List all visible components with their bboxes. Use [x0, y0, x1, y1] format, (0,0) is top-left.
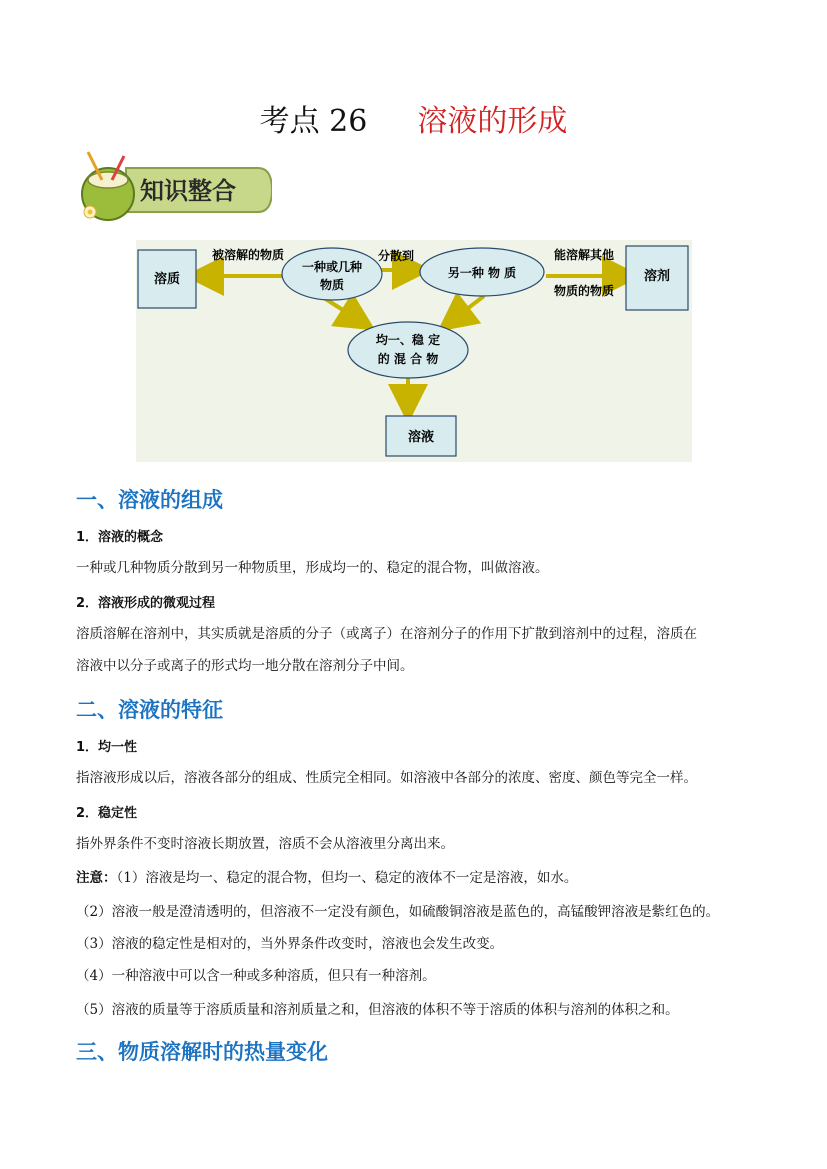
section1-sub1-text: 一种或几种物质分散到另一种物质里，形成均一的、稳定的混合物，叫做溶液。: [76, 560, 549, 576]
node-mixture: [348, 322, 468, 378]
edge-label-can-dissolve-2: 物质的物质: [553, 284, 615, 298]
edge-label-disperse: 分散到: [377, 249, 415, 263]
node-mixture-label-1: 均一、稳 定: [375, 333, 441, 347]
node-another-substance-label: 另一种 物 质: [447, 266, 517, 280]
note-item-3: （3）溶液的稳定性是相对的，当外界条件改变时，溶液也会发生改变。: [76, 936, 504, 952]
section2-sub1-heading: 1．均一性: [76, 740, 138, 755]
section2-sub2-text: 指外界条件不变时溶液长期放置，溶质不会从溶液里分离出来。: [76, 836, 454, 852]
node-mixture-label-2: 的 混 合 物: [377, 352, 439, 366]
section2-heading: 二、溶液的特征: [76, 698, 223, 722]
badge-label: 知识整合: [140, 176, 236, 205]
coconut-icon: [82, 152, 134, 220]
section1-sub2-heading: 2．溶液形成的微观过程: [76, 596, 216, 611]
note-item-4: （4）一种溶液中可以含一种或多种溶质，但只有一种溶剂。: [76, 968, 436, 984]
section2-sub2-heading: 2．稳定性: [76, 806, 138, 821]
title-prefix: 考点 26: [259, 104, 368, 139]
solution-formation-diagram: [136, 240, 692, 462]
node-solute-label: 溶质: [153, 272, 181, 287]
section1-sub1-heading: 1．溶液的概念: [76, 530, 164, 545]
note-item-1: （1）溶液是均一、稳定的混合物，但均一、稳定的液体不一定是溶液，如水。: [116, 870, 578, 886]
section3-heading: 三、物质溶解时的热量变化: [76, 1040, 328, 1064]
section1-heading: 一、溶液的组成: [76, 488, 223, 512]
note-line-1: [76, 868, 756, 888]
knowledge-badge: [68, 150, 272, 224]
node-substances-label-2: 物质: [319, 278, 345, 292]
node-substances: [282, 248, 382, 300]
page-title: [0, 102, 827, 142]
edge-label-can-dissolve-1: 能溶解其他: [553, 248, 615, 262]
title-main: 溶液的形成: [417, 104, 568, 139]
node-solution-label: 溶液: [407, 430, 435, 445]
node-solvent-label: 溶剂: [643, 269, 671, 284]
edge-label-dissolved: 被溶解的物质: [211, 248, 285, 262]
section1-sub2-text-line2: 溶液中以分子或离子的形式均一地分散在溶剂分子中间。: [76, 658, 414, 674]
node-substances-label-1: 一种或几种: [301, 260, 363, 274]
section1-sub2-text-line1: 溶质溶解在溶剂中，其实质就是溶质的分子（或离子）在溶剂分子的作用下扩散到溶剂中的过程，溶质在: [76, 626, 697, 642]
note-item-2: （2）溶液一般是澄清透明的，但溶液不一定没有颜色，如硫酸铜溶液是蓝色的，高锰酸钾溶液是紫红色的。: [76, 904, 720, 920]
section2-sub1-text: 指溶液形成以后，溶液各部分的组成、性质完全相同。如溶液中各部分的浓度、密度、颜色等完全一样。: [76, 770, 697, 786]
note-item-5: （5）溶液的质量等于溶质质量和溶剂质量之和，但溶液的体积不等于溶质的体积与溶剂的体积之和。: [76, 1002, 679, 1018]
note-label: 注意：: [76, 870, 117, 886]
